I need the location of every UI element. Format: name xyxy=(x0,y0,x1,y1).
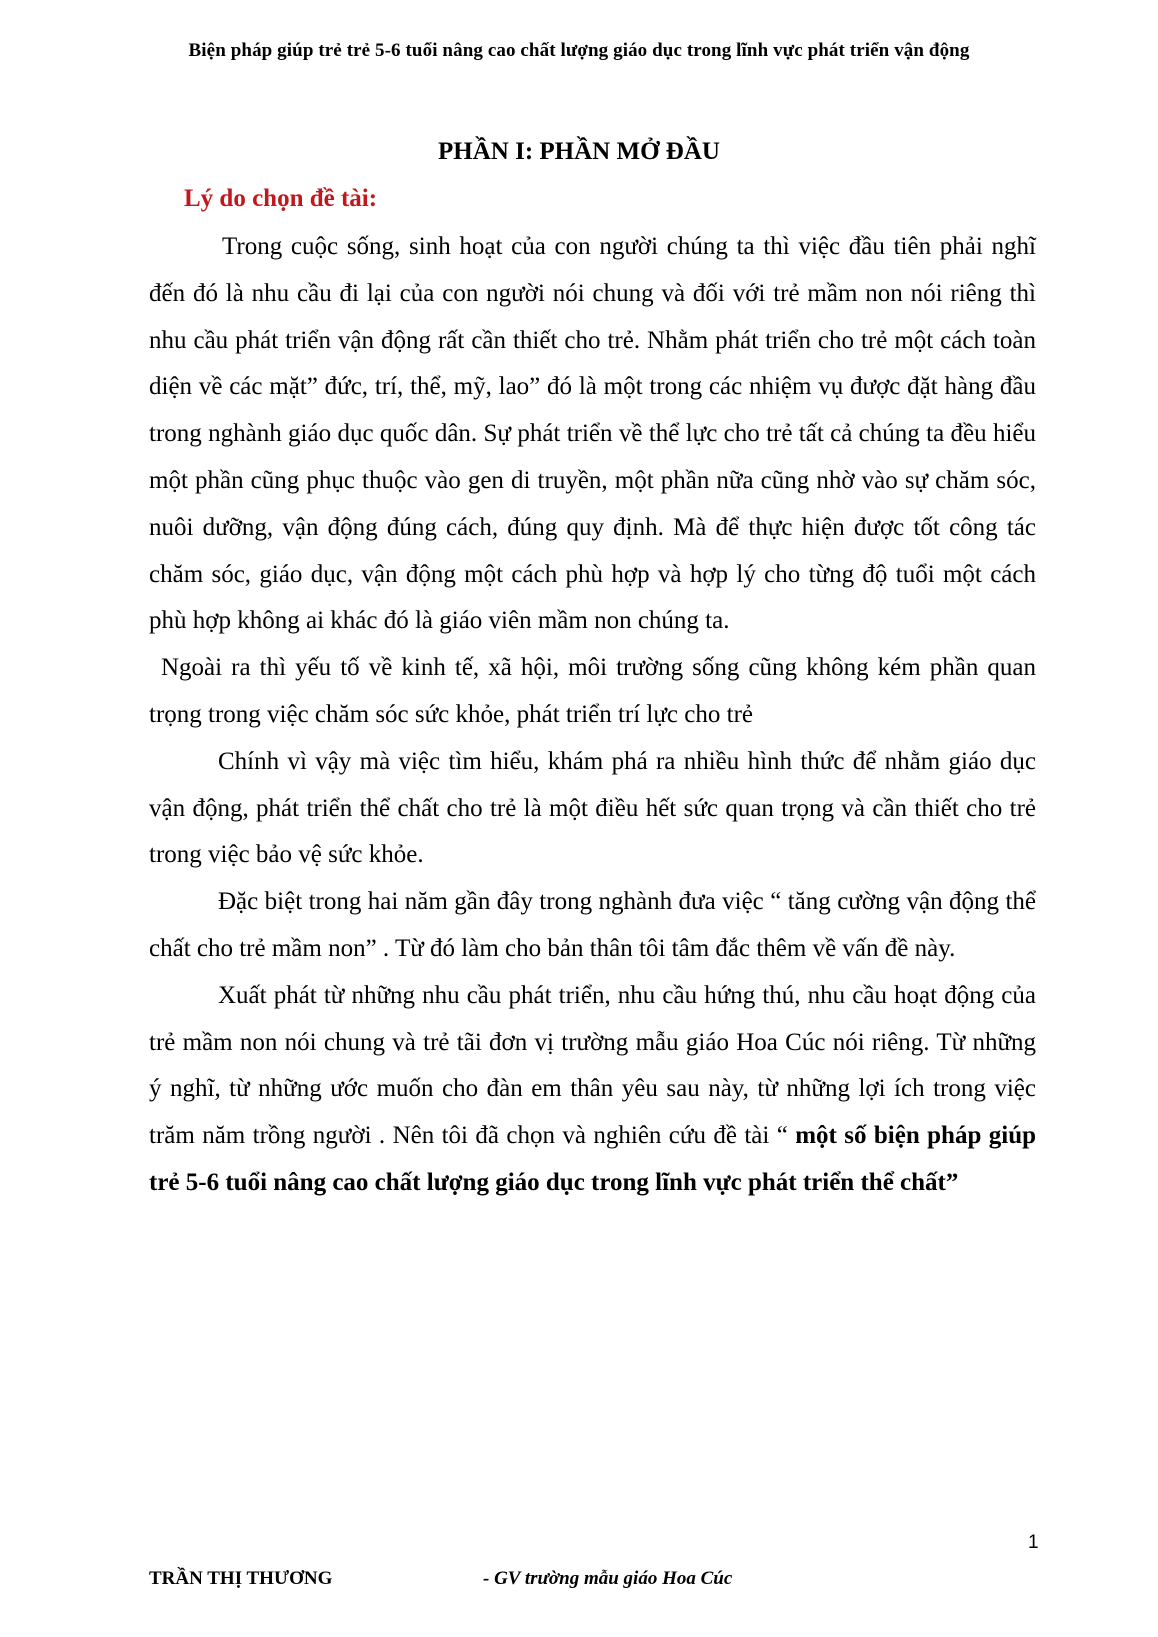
paragraph: Ngoài ra thì yếu tố về kinh tế, xã hội, môi trường sống cũng không kém phần quan trọng trong việc chăm sóc sức khỏe, phát triển trí lực cho trẻ xyxy=(149,654,1036,728)
paragraph-text: Xuất phát từ những nhu cầu phát triển, nhu cầu hứng thú, nhu cầu hoạt động của trẻ mầm non nói chung và trẻ tãi đơn vị trường mẫu giáo Hoa Cúc nói riêng. Từ những ý nghĩ, từ những ước muốn cho đàn em thân yêu sau này, từ những lợi ích trong việc trăm năm trồng người . Nên tôi đã chọn và nghiên cứu đề tài “ xyxy=(149,981,1036,1150)
part-title: PHẦN I: PHẦN MỞ ĐẦU xyxy=(438,138,720,165)
footer-school: - GV trường mẫu giáo Hoa Cúc xyxy=(483,1568,733,1589)
body-text xyxy=(149,224,1036,1207)
paragraph: Đặc biệt trong hai năm gần đây trong nghành đưa việc “ tăng cường vận động thể chất cho trẻ mầm non” . Từ đó làm cho bản thân tôi tâm đắc thêm về vấn đề này. xyxy=(149,888,1036,962)
paragraph-with-topic xyxy=(149,973,1036,1207)
footer-author: TRẦN THỊ THƯƠNG xyxy=(149,1568,333,1589)
topic-title: một số biện pháp giúp trẻ 5-6 tuổi nâng cao chất lượng giáo dục trong lĩnh vực phát triển thể chất” xyxy=(149,1122,1037,1196)
section-heading: Lý do chọn đề tài: xyxy=(184,185,378,212)
page-number: 1 xyxy=(1028,1532,1039,1553)
paragraph: Trong cuộc sống, sinh hoạt của con người chúng ta thì việc đầu tiên phải nghĩ đến đó là nhu cầu đi lại của con người nói chung và đối với trẻ mầm non nói riêng thì nhu cầu phát triển vận động rất cần thiết cho trẻ. Nhằm phát triển cho trẻ một cách toàn diện về các mặt” đức, trí, thể, mỹ, lao” đó là một trong các nhiệm vụ được đặt hàng đầu trong nghành giáo dục quốc dân. Sự phát triển về thể lực cho trẻ tất cả chúng ta đều hiểu một phần cũng phục thuộc vào gen di truyền, một phần nữa cũng nhờ vào sự chăm sóc, nuôi dưỡng, vận động đúng cách, đúng quy định. Mà để thực hiện được tốt công tác chăm sóc, giáo dục, vận động một cách phù hợp và hợp lý cho từng độ tuổi một cách phù hợp không ai khác đó là giáo viên mầm non chúng ta. xyxy=(149,233,1036,635)
paragraph: Chính vì vậy mà việc tìm hiểu, khám phá ra nhiều hình thức để nhằm giáo dục vận động, phát triển thể chất cho trẻ là một điều hết sức quan trọng và cần thiết cho trẻ trong việc bảo vệ sức khỏe. xyxy=(149,747,1036,869)
running-header: Biện pháp giúp trẻ trẻ 5-6 tuổi nâng cao chất lượng giáo dục trong lĩnh vực phát triển vận động xyxy=(188,40,970,61)
